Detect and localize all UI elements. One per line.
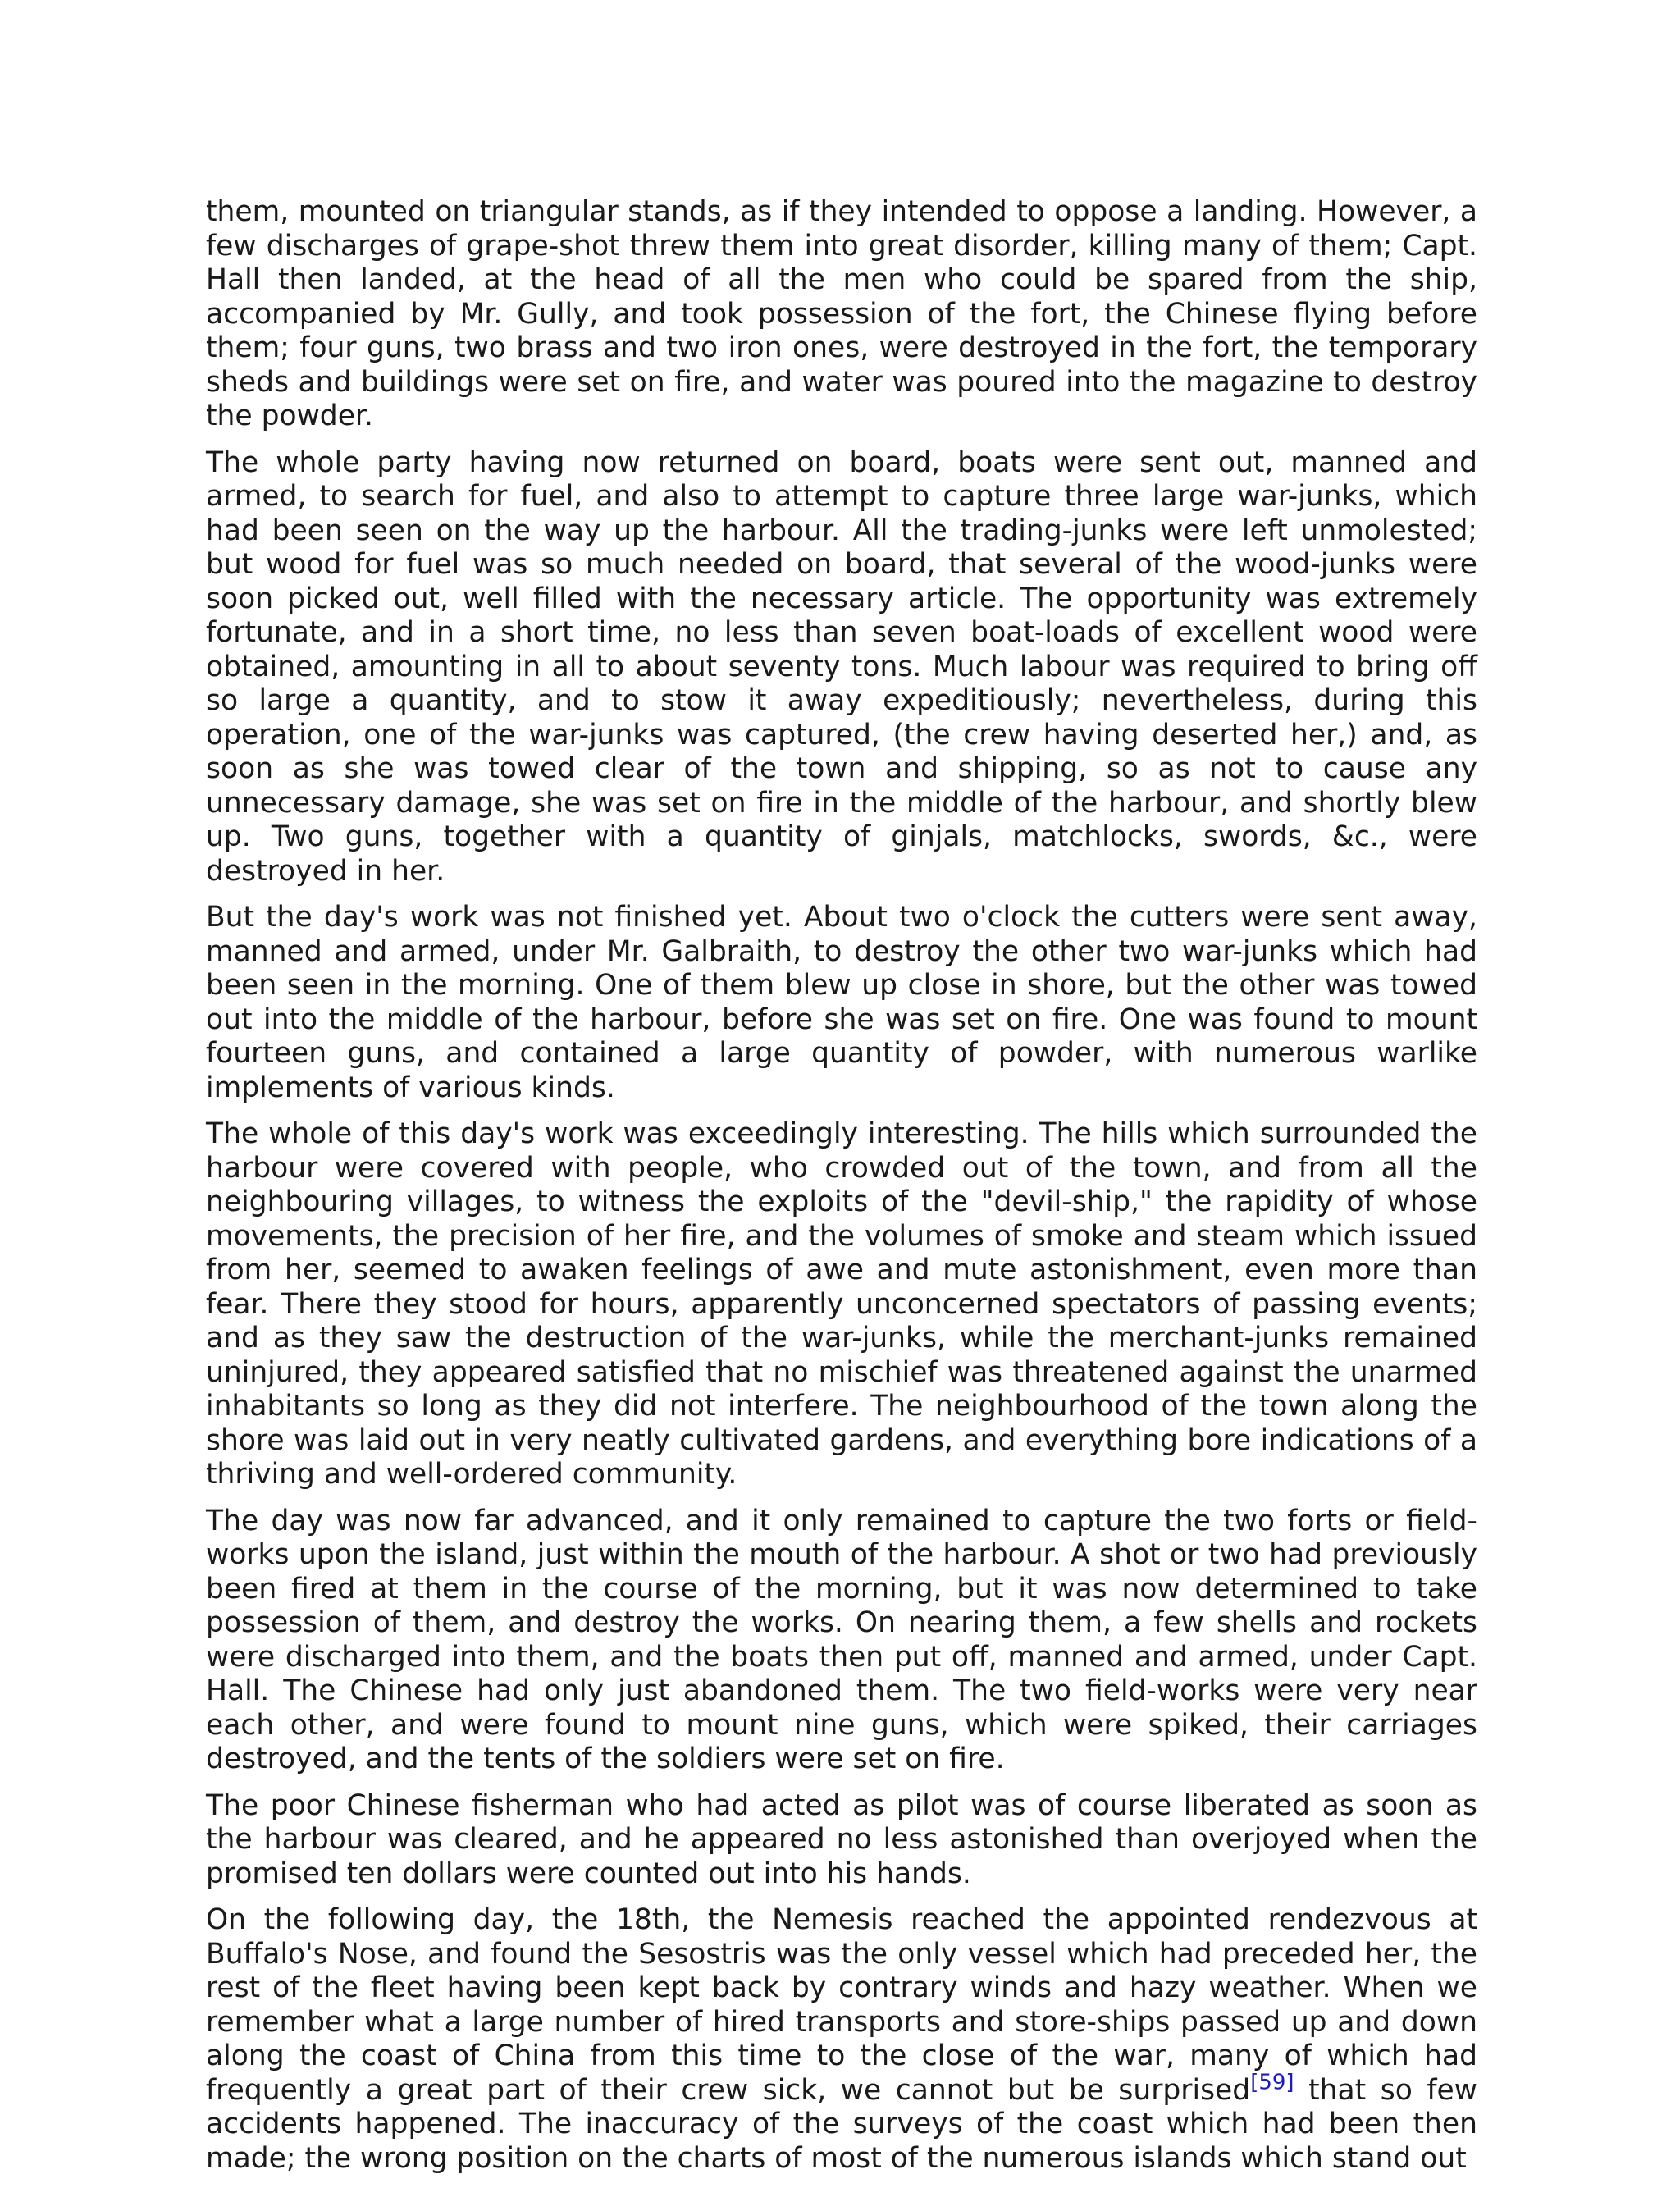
paragraph-3: But the day's work was not finished yet. About two o'clock the cutters were sent away, manned and armed, under Mr. Galbraith, to destroy the other two war-junks which had been seen in the morning. One of them blew up close in shore, but the other was towed out into the middle of the harbour, before she was set on fire. One was found to mount fourteen guns, and contained a large quantity of powder, with numerous warlike implements of various kinds.	[206, 901, 1477, 1104]
paragraph-7	[206, 1903, 1477, 2176]
paragraph-7-text-after: that so few accidents happened. The inaccuracy of the surveys of the coast which had been then made; the wrong position on the charts of most of the numerous islands which stand out	[206, 2073, 1477, 2175]
paragraph-2: The whole party having now returned on board, boats were sent out, manned and armed, to search for fuel, and also to attempt to capture three large war-junks, which had been seen on the way up the harbour. All the trading-junks were left unmolested; but wood for fuel was so much needed on board, that several of the wood-junks were soon picked out, well filled with the necessary article. The opportunity was extremely fortunate, and in a short time, no less than seven boat-loads of excellent wood were obtained, amounting in all to about seventy tons. Much labour was required to bring off so large a quantity, and to stow it away expeditiously; nevertheless, during this operation, one of the war-junks was captured, (the crew having deserted her,) and, as soon as she was towed clear of the town and shipping, so as not to cause any unnecessary damage, she was set on fire in the middle of the harbour, and shortly blew up. Two guns, together with a quantity of ginjals, matchlocks, swords, &c., were destroyed in her.	[206, 445, 1477, 888]
paragraph-5: The day was now far advanced, and it only remained to capture the two forts or field-works upon the island, just within the mouth of the harbour. A shot or two had previously been fired at them in the course of the morning, but it was now determined to take possession of them, and destroy the works. On nearing them, a few shells and rockets were discharged into them, and the boats then put off, manned and armed, under Capt. Hall. The Chinese had only just abandoned them. The two field-works were very near each other, and were found to mount nine guns, which were spiked, their carriages destroyed, and the tents of the soldiers were set on fire.	[206, 1504, 1477, 1775]
paragraph-7-text-before: On the following day, the 18th, the Nemesis reached the appointed rendezvous at Buffalo's Nose, and found the Sesostris was the only vessel which had preceded her, the rest of the fleet having been kept back by contrary winds and hazy weather. When we remember what a large number of hired transports and store-ships passed up and down along the coast of China from this time to the close of the war, many of which had frequently a great part of their crew sick, we cannot but be surprised	[206, 1903, 1477, 2107]
paragraph-1: them, mounted on triangular stands, as if they intended to oppose a landing. However, a few discharges of grape-shot threw them into great disorder, killing many of them; Capt. Hall then landed, at the head of all the men who could be spared from the ship, accompanied by Mr. Gully, and took possession of the fort, the Chinese flying before them; four guns, two brass and two iron ones, were destroyed in the fort, the temporary sheds and buildings were set on fire, and water was poured into the magazine to destroy the powder.	[206, 195, 1477, 432]
paragraph-6: The poor Chinese fisherman who had acted as pilot was of course liberated as soon as the harbour was cleared, and he appeared no less astonished than overjoyed when the promised ten dollars were counted out into his hands.	[206, 1788, 1477, 1890]
paragraph-4: The whole of this day's work was exceedingly interesting. The hills which surrounded the harbour were covered with people, who crowded out of the town, and from all the neighbouring villages, to witness the exploits of the "devil-ship," the rapidity of whose movements, the precision of her fire, and the volumes of smoke and steam which issued from her, seemed to awaken feelings of awe and mute astonishment, even more than fear. There they stood for hours, apparently unconcerned spectators of passing events; and as they saw the destruction of the war-junks, while the merchant-junks remained uninjured, they appeared satisfied that no mischief was threatened against the unarmed inhabitants so long as they did not interfere. The neighbourhood of the town along the shore was laid out in very neatly cultivated gardens, and everything bore indications of a thriving and well-ordered community.	[206, 1117, 1477, 1491]
footnote-link-59[interactable]: [59]	[1250, 2070, 1294, 2094]
page-body	[206, 195, 1477, 2188]
